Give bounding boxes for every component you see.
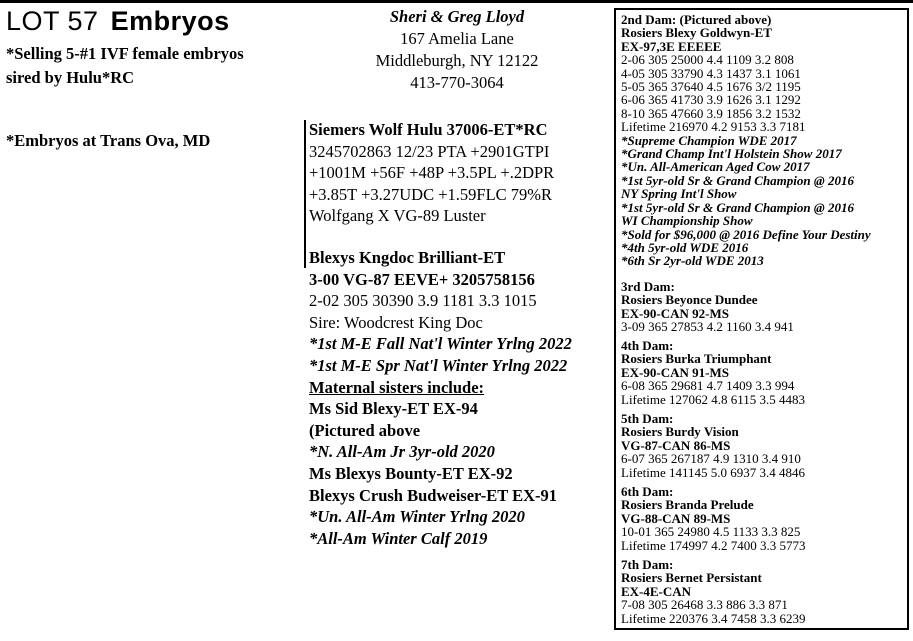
dam-label: 7th Dam: bbox=[621, 557, 674, 572]
dam-award: *1st M-E Fall Nat'l Winter Yrlng 2022 bbox=[309, 334, 572, 354]
seller-street: 167 Amelia Lane bbox=[400, 29, 514, 48]
seller-name: Sheri & Greg Lloyd bbox=[389, 7, 525, 26]
dam-name: Rosiers Beyonce Dundee bbox=[621, 292, 758, 308]
dam-record: 6-07 365 267187 4.9 1310 3.4 910 bbox=[621, 451, 801, 467]
seventh-dam bbox=[621, 558, 911, 625]
lot-kind: Embryos bbox=[110, 6, 230, 36]
dam-record: Lifetime 174997 4.2 7400 3.3 5773 bbox=[621, 537, 806, 553]
dam-award: *1st M-E Spr Nat'l Winter Yrlng 2022 bbox=[309, 355, 568, 375]
sister-name: Ms Blexys Bounty-ET EX-92 bbox=[309, 463, 513, 483]
second-dam bbox=[621, 13, 911, 268]
fourth-dam bbox=[621, 339, 911, 406]
dam-name: Rosiers Burka Triumphant bbox=[621, 351, 772, 367]
dam-name: Rosiers Burdy Vision bbox=[621, 424, 739, 440]
dam-award: *4th 5yr-old WDE 2016 bbox=[621, 239, 749, 255]
sister-award: *N. All-Am Jr 3yr-old 2020 bbox=[309, 442, 495, 462]
dam-record: 5-05 365 37640 4.5 1676 3/2 1195 bbox=[621, 79, 801, 95]
sire-info-line: 3245702863 12/23 PTA +2901GTPI bbox=[309, 141, 550, 161]
sister-name: Ms Sid Blexy-ET EX-94 bbox=[309, 399, 478, 419]
dam-record: Lifetime 127062 4.8 6115 3.5 4483 bbox=[621, 391, 806, 407]
dam-record: 2-02 305 30390 3.9 1181 3.3 1015 bbox=[309, 291, 537, 311]
dam-block bbox=[309, 247, 572, 549]
lot-number: LOT 57 bbox=[6, 6, 99, 36]
seller-phone: 413-770-3064 bbox=[410, 73, 504, 92]
dam-record: Lifetime 220376 3.4 7458 3.3 6239 bbox=[621, 610, 806, 626]
dam-record: Lifetime 216970 4.2 9153 3.3 7181 bbox=[621, 119, 806, 135]
dam-award: *Un. All-American Aged Cow 2017 bbox=[621, 159, 810, 175]
dam-record: Lifetime 141145 5.0 6937 3.4 4846 bbox=[621, 464, 806, 480]
dam-award: *6th Sr 2yr-old WDE 2013 bbox=[621, 253, 764, 269]
dam-record: 8-10 365 47660 3.9 1856 3.2 1532 bbox=[621, 105, 801, 121]
seller-city: Middleburgh, NY 12122 bbox=[375, 51, 539, 70]
dam-award: *Sold for $96,000 @ 2016 Define Your Destiny bbox=[621, 226, 871, 242]
sister-note: (Pictured above bbox=[309, 420, 421, 440]
dam-name: Rosiers Blexy Goldwyn-ET bbox=[621, 25, 772, 41]
sire-name: Siemers Wolf Hulu 37006-ET*RC bbox=[309, 120, 548, 139]
embryo-location: *Embryos at Trans Ova, MD bbox=[6, 131, 211, 150]
dam-record: 6-06 365 41730 3.9 1626 3.1 1292 bbox=[621, 92, 801, 108]
dam-class: VG-87-CAN 86-MS bbox=[621, 437, 731, 453]
pedigree-bracket bbox=[304, 120, 306, 268]
dam-classification: 3-00 VG-87 EEVE+ 3205758156 bbox=[309, 269, 535, 289]
description-line: sired by Hulu*RC bbox=[6, 68, 135, 87]
dam-award: NY Spring Int'l Show bbox=[621, 186, 737, 202]
sire-block bbox=[309, 119, 554, 227]
sister-name: Blexys Crush Budweiser-ET EX-91 bbox=[309, 485, 557, 505]
dam-label: 3rd Dam: bbox=[621, 279, 675, 294]
dam-record: 10-01 365 24980 4.5 1133 3.3 825 bbox=[621, 524, 801, 540]
lot-description bbox=[6, 42, 244, 90]
dam-award: *Grand Champ Int'l Holstein Show 2017 bbox=[621, 146, 842, 162]
dam-award: WI Championship Show bbox=[621, 213, 753, 229]
dam-name: Blexys Kngdoc Brilliant-ET bbox=[309, 248, 506, 267]
sixth-dam bbox=[621, 485, 911, 552]
description-line: *Selling 5-#1 IVF female embryos bbox=[6, 44, 244, 63]
dam-record: 6-08 365 29681 4.7 1409 3.3 994 bbox=[621, 378, 795, 394]
dam-award: *1st 5yr-old Sr & Grand Champion @ 2016 bbox=[621, 199, 854, 215]
dam-record: 2-06 305 25000 4.4 1109 3.2 808 bbox=[621, 52, 794, 68]
dam-label: 2nd Dam: (Pictured above) bbox=[621, 12, 772, 27]
top-rule bbox=[0, 0, 913, 3]
fifth-dam bbox=[621, 412, 911, 479]
sire-info-line: +1001M +56F +48P +3.5PL +.2DPR bbox=[309, 163, 555, 183]
dam-sire: Sire: Woodcrest King Doc bbox=[309, 312, 483, 332]
dam-class: EX-97,3E EEEEE bbox=[621, 38, 722, 54]
dam-award: *1st 5yr-old Sr & Grand Champion @ 2016 bbox=[621, 172, 854, 188]
sister-award: *Un. All-Am Winter Yrlng 2020 bbox=[309, 507, 525, 527]
seller-block bbox=[312, 6, 602, 94]
sire-info-line: +3.85T +3.27UDC +1.59FLC 79%R bbox=[309, 184, 553, 204]
dam-name: Rosiers Branda Prelude bbox=[621, 497, 754, 513]
dam-label: 6th Dam: bbox=[621, 484, 674, 499]
dam-label: 5th Dam: bbox=[621, 411, 674, 426]
sister-award: *All-Am Winter Calf 2019 bbox=[309, 528, 488, 548]
dam-record: 4-05 305 33790 4.3 1437 3.1 1061 bbox=[621, 65, 801, 81]
dam-label: 4th Dam: bbox=[621, 338, 674, 353]
dam-award: *Supreme Champion WDE 2017 bbox=[621, 132, 797, 148]
third-dam bbox=[621, 280, 911, 334]
dam-class: VG-88-CAN 89-MS bbox=[621, 510, 731, 526]
lot-title bbox=[6, 4, 230, 38]
dam-record: 7-08 305 26468 3.3 886 3.3 871 bbox=[621, 597, 788, 613]
sire-info-line: Wolfgang X VG-89 Luster bbox=[309, 206, 486, 226]
dam-record: 3-09 365 27853 4.2 1160 3.4 941 bbox=[621, 319, 794, 335]
dam-name: Rosiers Bernet Persistant bbox=[621, 570, 762, 586]
dam-class: EX-4E-CAN bbox=[621, 583, 692, 599]
dam-class: EX-90-CAN 92-MS bbox=[621, 305, 729, 321]
dam-class: EX-90-CAN 91-MS bbox=[621, 364, 729, 380]
maternal-sisters-heading: Maternal sisters include: bbox=[309, 377, 485, 397]
